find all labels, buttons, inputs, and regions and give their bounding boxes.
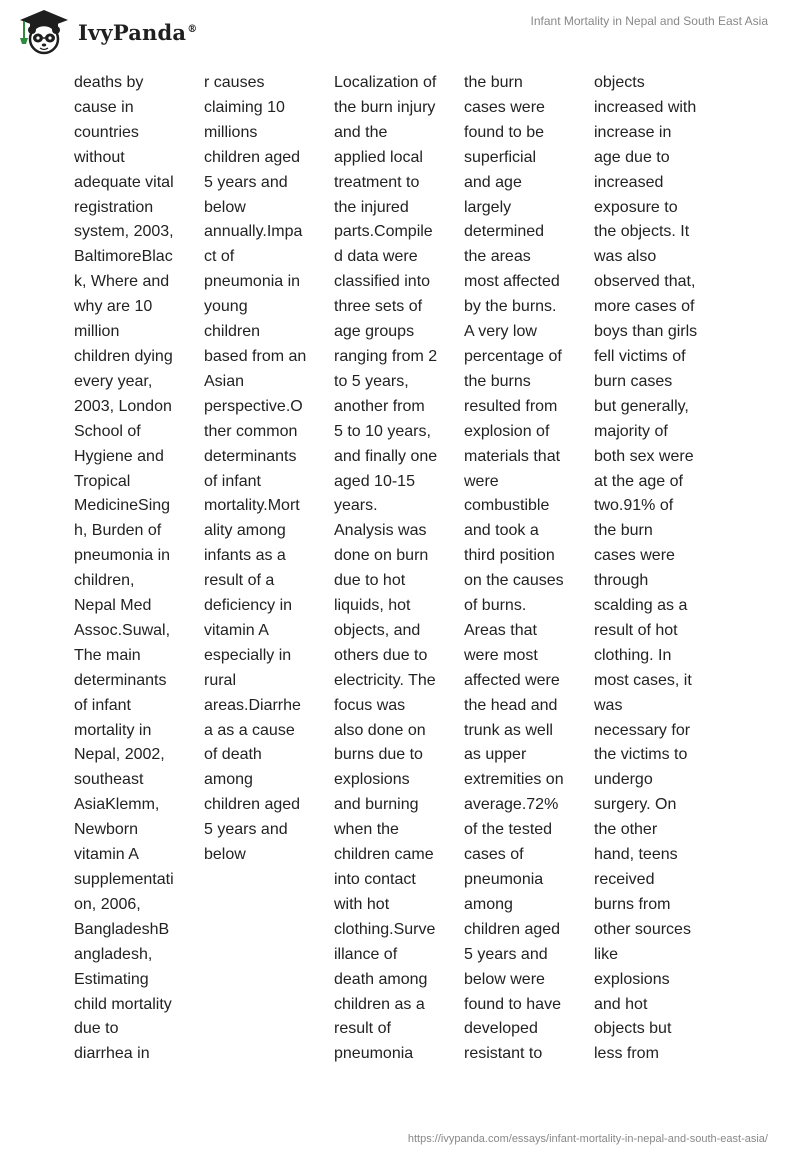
text-line: found to be (464, 123, 545, 141)
text-line: cases of (464, 846, 524, 864)
text-line: objects but (594, 1020, 672, 1038)
text-column-5 (594, 71, 706, 1067)
text-line: children as a (334, 995, 425, 1013)
text-line: focus was (334, 696, 406, 714)
source-url[interactable]: https://ivypanda.com/essays/infant-mortality-in-nepal-and-south-east-asia/ (407, 1133, 768, 1145)
text-line: of death (204, 746, 262, 764)
text-line: below (204, 198, 246, 216)
text-line: clothing. In (594, 646, 672, 664)
text-line: due to hot (334, 572, 406, 590)
text-line: d data were (334, 248, 418, 266)
text-line: ranging from 2 (334, 347, 438, 365)
text-line: below were (464, 970, 545, 988)
text-line: electricity. The (334, 671, 436, 689)
text-line: ality among (204, 522, 286, 540)
text-line: Asian (204, 372, 245, 390)
text-line: combustible (464, 497, 550, 515)
text-line: A very low (464, 323, 537, 341)
text-line: with hot (334, 895, 390, 913)
text-line: hand, teens (594, 846, 678, 864)
text-line: infants as a (204, 547, 286, 565)
text-line: 5 years and (204, 821, 288, 839)
text-line: diarrhea in (74, 1045, 150, 1063)
text-column-3 (334, 71, 446, 1067)
text-line: third position (464, 547, 555, 565)
essay-columns (74, 71, 774, 1071)
text-line: million (74, 323, 120, 341)
text-line: classified into (334, 273, 431, 291)
text-line: most cases, it (594, 671, 692, 689)
text-line: and finally one (334, 447, 438, 465)
text-line: necessary for (594, 721, 691, 739)
text-line: ct of (204, 248, 235, 266)
text-line: percentage of (464, 347, 562, 365)
text-line: determinants (74, 671, 167, 689)
text-line: also done on (334, 721, 426, 739)
text-line: Nepal, 2002, (74, 746, 165, 764)
text-line: the injured (334, 198, 409, 216)
text-line: Areas that (464, 621, 537, 639)
text-line: parts.Compile (334, 223, 433, 241)
text-line: explosions (594, 970, 670, 988)
text-line: liquids, hot (334, 597, 411, 615)
text-line: vitamin A (74, 846, 139, 864)
text-column-4 (464, 71, 576, 1067)
text-line: three sets of (334, 298, 423, 316)
text-line: ther common (204, 422, 298, 440)
text-line: a as a cause (204, 721, 295, 739)
text-line: was also (594, 248, 657, 266)
text-line: to 5 years, (334, 372, 409, 390)
text-line: at the age of (594, 472, 683, 490)
text-line: registration (74, 198, 154, 216)
text-line: but generally, (594, 397, 689, 415)
text-line: AsiaKlemm, (74, 796, 160, 814)
text-line: mortality.Mort (204, 497, 300, 515)
text-line: both sex were (594, 447, 694, 465)
text-line: age due to (594, 148, 670, 166)
text-line: Assoc.Suwal, (74, 621, 171, 639)
text-line: most affected (464, 273, 560, 291)
brand-name: IvyPanda® (78, 19, 198, 45)
text-line: burns due to (334, 746, 423, 764)
text-line: more cases of (594, 298, 695, 316)
text-line: system, 2003, (74, 223, 174, 241)
text-line: on the causes (464, 572, 564, 590)
text-line: aged 10-15 (334, 472, 415, 490)
text-line: why are 10 (74, 298, 153, 316)
text-line: received (594, 871, 655, 888)
text-line: increase in (594, 123, 672, 141)
text-line: years. (334, 497, 378, 515)
text-line: based from an (204, 347, 307, 365)
text-line: pneumonia in (204, 273, 301, 291)
text-line: due to (74, 1020, 119, 1038)
text-line: clothing.Surve (334, 920, 436, 938)
text-line: among (204, 771, 253, 789)
text-line: extremities on (464, 771, 564, 789)
text-line: other sources (594, 920, 691, 938)
text-line: as upper (464, 746, 527, 764)
text-line: determined (464, 223, 545, 241)
text-line: burn cases (594, 372, 673, 390)
text-line: 5 to 10 years, (334, 422, 431, 440)
text-line: children came (334, 846, 434, 864)
text-line: countries (74, 123, 139, 141)
text-line: objects, and (334, 621, 421, 639)
text-line: pneumonia (334, 1045, 414, 1063)
text-line: the objects. It (594, 223, 690, 241)
text-line: result of (334, 1020, 391, 1038)
text-line: like (594, 945, 619, 963)
text-line: vitamin A (204, 621, 269, 639)
text-line: exposure to (594, 198, 678, 216)
text-line: mortality in (74, 721, 152, 739)
text-line: was (594, 696, 623, 714)
text-line: of burns. (464, 597, 527, 615)
text-line: areas.Diarrhe (204, 696, 301, 714)
page-header (0, 0, 800, 64)
text-line: k, Where and (74, 273, 170, 291)
text-line: by the burns. (464, 298, 557, 316)
text-line: without (74, 148, 125, 166)
text-line: and age (464, 173, 522, 191)
text-line: applied local (334, 148, 423, 166)
text-line: the burn injury (334, 98, 436, 116)
text-line: perspective.O (204, 397, 303, 415)
text-line: of infant (74, 696, 131, 714)
text-line: others due to (334, 646, 428, 664)
text-line: Nepal Med (74, 597, 152, 615)
text-line: explosion of (464, 422, 550, 440)
text-line: surgery. On (594, 796, 677, 814)
text-line: child mortality (74, 995, 172, 1013)
text-line: majority of (594, 422, 668, 440)
text-line: millions (204, 123, 258, 141)
text-line: the head and (464, 696, 558, 714)
text-line: less from (594, 1045, 659, 1063)
text-line: h, Burden of (74, 522, 162, 540)
text-line: observed that, (594, 273, 696, 291)
text-line: Newborn (74, 821, 139, 839)
document-title: Infant Mortality in Nepal and South East Asia (530, 14, 768, 28)
text-line: 5 years and (204, 173, 288, 191)
text-line: children aged (464, 920, 561, 938)
text-line: pneumonia in (74, 547, 171, 565)
text-line: School of (74, 422, 141, 440)
text-line: largely (464, 198, 512, 216)
ivypanda-logo[interactable] (16, 8, 197, 56)
text-line: cases were (464, 98, 545, 116)
text-line: illance of (334, 945, 398, 963)
text-line: children, (74, 572, 135, 590)
text-line: objects (594, 74, 645, 91)
text-line: young (204, 298, 248, 316)
text-line: The main (74, 646, 141, 664)
text-line: result of hot (594, 621, 678, 639)
text-line: average.72% (464, 796, 559, 814)
text-line: another from (334, 397, 425, 415)
text-line: the areas (464, 248, 531, 266)
text-line: r causes (204, 74, 265, 91)
text-line: angladesh, (74, 945, 153, 963)
text-column-1 (74, 71, 186, 1067)
text-line: on, 2006, (74, 895, 141, 913)
text-line: undergo (594, 771, 653, 789)
text-line: BaltimoreBlac (74, 248, 173, 266)
text-line: BangladeshB (74, 920, 170, 938)
text-line: children aged (204, 148, 301, 166)
text-line: determinants (204, 447, 297, 465)
text-line: MedicineSing (74, 497, 171, 515)
text-line: done on burn (334, 547, 429, 565)
text-line: age groups (334, 323, 415, 341)
text-line: and the (334, 123, 388, 141)
text-line: cause in (74, 98, 134, 116)
text-line: the burns (464, 372, 531, 390)
text-line: adequate vital (74, 173, 174, 191)
text-line: and burning (334, 796, 419, 814)
text-line: below (204, 846, 246, 864)
text-line: through (594, 572, 649, 590)
text-line: treatment to (334, 173, 420, 191)
text-line: result of a (204, 572, 275, 590)
text-line: pneumonia (464, 871, 544, 888)
text-line: claiming 10 (204, 98, 285, 116)
text-line: affected were (464, 671, 560, 689)
text-line: of the tested (464, 821, 553, 839)
text-line: cases were (594, 547, 675, 565)
text-line: children (204, 323, 261, 341)
text-line: two.91% of (594, 497, 674, 515)
text-line: resistant to (464, 1045, 543, 1063)
text-line: superficial (464, 148, 537, 166)
text-line: when the (334, 821, 399, 839)
text-line: 5 years and (464, 945, 548, 963)
text-line: the burn (594, 522, 653, 540)
text-line: Analysis was (334, 522, 427, 540)
text-line: into contact (334, 871, 416, 888)
text-line: rural (204, 671, 237, 689)
text-line: especially in (204, 646, 292, 664)
text-line: children aged (204, 796, 301, 814)
text-line: deficiency in (204, 597, 293, 615)
text-line: Localization of (334, 74, 437, 91)
text-line: southeast (74, 771, 144, 789)
text-line: explosions (334, 771, 410, 789)
text-line: and took a (464, 522, 539, 540)
text-column-2 (204, 71, 316, 868)
text-line: trunk as well (464, 721, 553, 739)
text-line: were most (464, 646, 538, 664)
text-line: children dying (74, 347, 173, 365)
text-line: materials that (464, 447, 561, 465)
text-line: found to have (464, 995, 561, 1013)
text-line: of infant (204, 472, 261, 490)
text-line: burns from (594, 895, 671, 913)
text-line: among (464, 895, 513, 913)
text-line: the victims to (594, 746, 688, 764)
text-line: fell victims of (594, 347, 686, 365)
text-line: annually.Impa (204, 223, 303, 241)
text-line: Tropical (74, 472, 131, 490)
text-line: supplementati (74, 871, 174, 888)
text-line: increased with (594, 98, 697, 116)
text-line: resulted from (464, 397, 558, 415)
panda-graduate-icon (16, 8, 72, 56)
text-line: were (464, 472, 499, 490)
text-line: deaths by (74, 74, 144, 91)
text-line: developed (464, 1020, 538, 1038)
text-line: death among (334, 970, 428, 988)
text-line: scalding as a (594, 597, 688, 615)
text-line: 2003, London (74, 397, 172, 415)
text-line: the other (594, 821, 658, 839)
text-line: and hot (594, 995, 648, 1013)
text-line: boys than girls (594, 323, 698, 341)
text-line: increased (594, 173, 664, 191)
text-line: Estimating (74, 970, 149, 988)
text-line: the burn (464, 74, 523, 91)
text-line: Hygiene and (74, 447, 164, 465)
text-line: every year, (74, 372, 153, 390)
